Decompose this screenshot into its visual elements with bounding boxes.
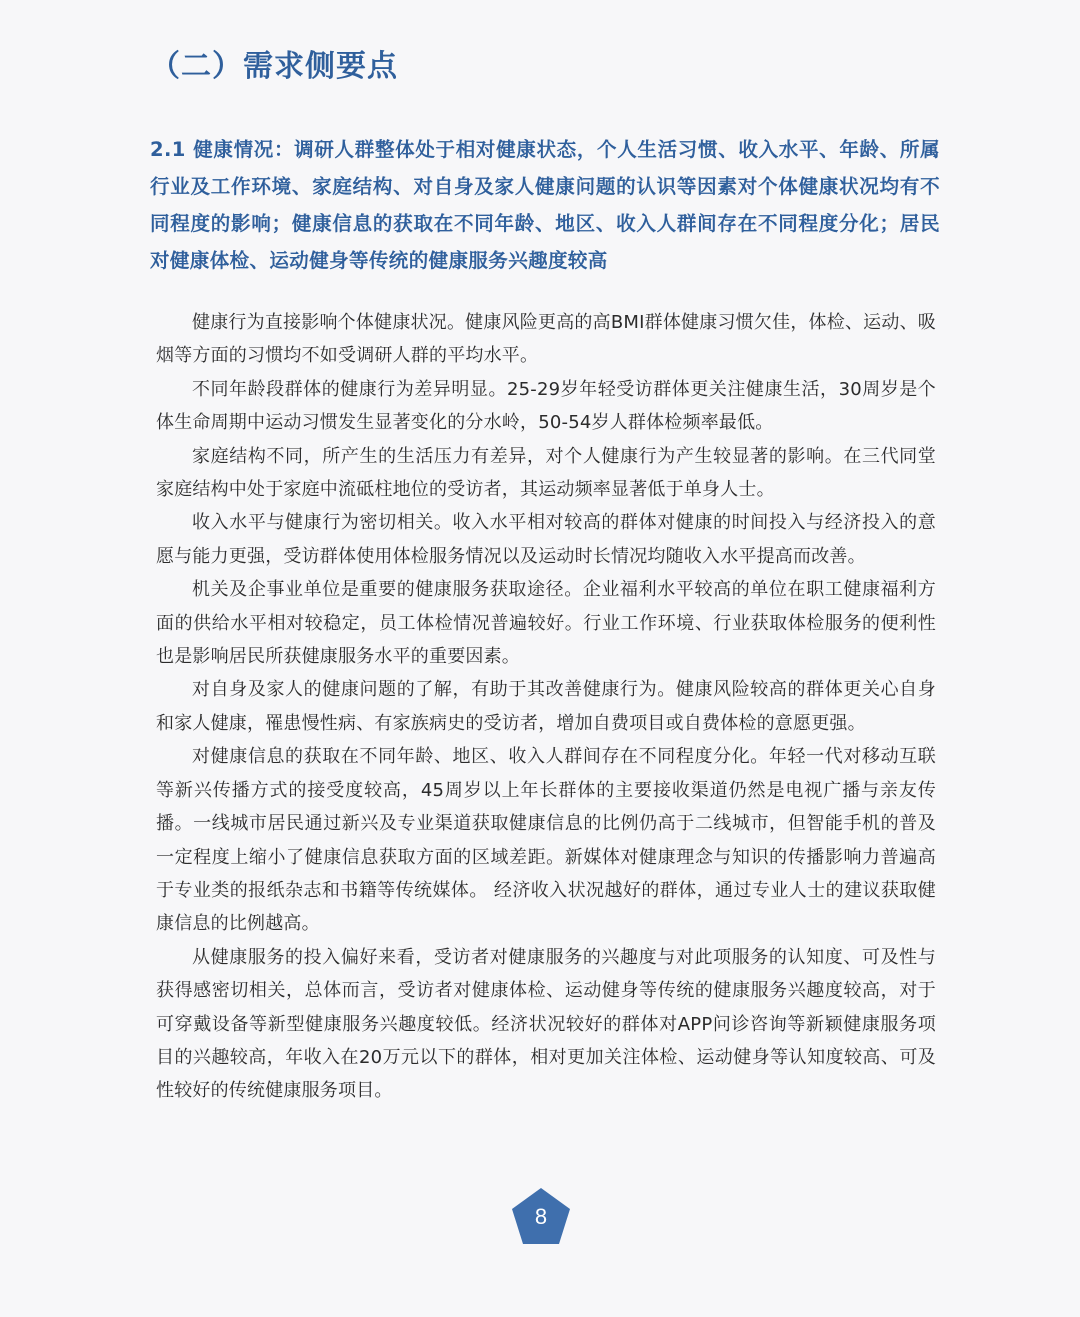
paragraph: 从健康服务的投入偏好来看，受访者对健康服务的兴趣度与对此项服务的认知度、可及性与获得感密切相关，总体而言，受访者对健康体检、运动健身等传统的健康服务兴趣度较高，对于可穿戴设备等新型健康服务兴趣度较低。经济状况较好的群体对APP问诊咨询等新颖健康服务项目的兴趣较高，年收入在20万元以下的群体，相对更加关注体检、运动健身等认知度较高、可及性较好的传统健康服务项目。 (156, 946, 936, 1102)
paragraph: 机关及企事业单位是重要的健康服务获取途径。企业福利水平较高的单位在职工健康福利方面的供给水平相对较稳定，员工体检情况普遍较好。行业工作环境、行业获取体检服务的便利性也是影响居民所获健康服务水平的重要因素。 (156, 579, 936, 668)
page-number-badge (511, 1187, 571, 1245)
subheading-2-1: 2.1 健康情况：调研人群整体处于相对健康状态，个人生活习惯、收入水平、年龄、所属行业及工作环境、家庭结构、对自身及家人健康问题的认识等因素对个体健康状况均有不同程度的影响；健康信息的获取在不同年龄、地区、收入人群间存在不同程度分化；居民对健康体检、运动健身等传统的健康服务兴趣度较高 (150, 138, 940, 272)
paragraph: 对健康信息的获取在不同年龄、地区、收入人群间存在不同程度分化。年轻一代对移动互联等新兴传播方式的接受度较高，45周岁以上年长群体的主要接收渠道仍然是电视广播与亲友传播。一线城市居民通过新兴及专业渠道获取健康信息的比例仍高于二线城市，但智能手机的普及一定程度上缩小了健康信息获取方面的区域差距。新媒体对健康理念与知识的传播影响力普遍高于专业类的报纸杂志和书籍等传统媒体。 经济收入状况越好的群体，通过专业人士的建议获取健康信息的比例越高。 (156, 746, 936, 935)
section-title: （二）需求侧要点 (150, 49, 398, 84)
paragraph: 家庭结构不同，所产生的生活压力有差异，对个人健康行为产生较显著的影响。在三代同堂家庭结构中处于家庭中流砥柱地位的受访者，其运动频率显著低于单身人士。 (156, 445, 936, 501)
paragraph: 收入水平与健康行为密切相关。收入水平相对较高的群体对健康的时间投入与经济投入的意愿与能力更强，受访群体使用体检服务情况以及运动时长情况均随收入水平提高而改善。 (156, 512, 936, 567)
page-number: 8 (534, 1204, 548, 1229)
body-text (156, 306, 936, 1108)
paragraph: 对自身及家人的健康问题的了解，有助于其改善健康行为。健康风险较高的群体更关心自身和家人健康，罹患慢性病、有家族病史的受访者，增加自费项目或自费体检的意愿更强。 (156, 679, 936, 734)
paragraph: 健康行为直接影响个体健康状况。健康风险更高的高BMI群体健康习惯欠佳，体检、运动、吸烟等方面的习惯均不如受调研人群的平均水平。 (156, 312, 936, 367)
paragraph: 不同年龄段群体的健康行为差异明显。25-29岁年轻受访群体更关注健康生活，30周岁是个体生命周期中运动习惯发生显著变化的分水岭，50-54岁人群体检频率最低。 (156, 378, 936, 434)
